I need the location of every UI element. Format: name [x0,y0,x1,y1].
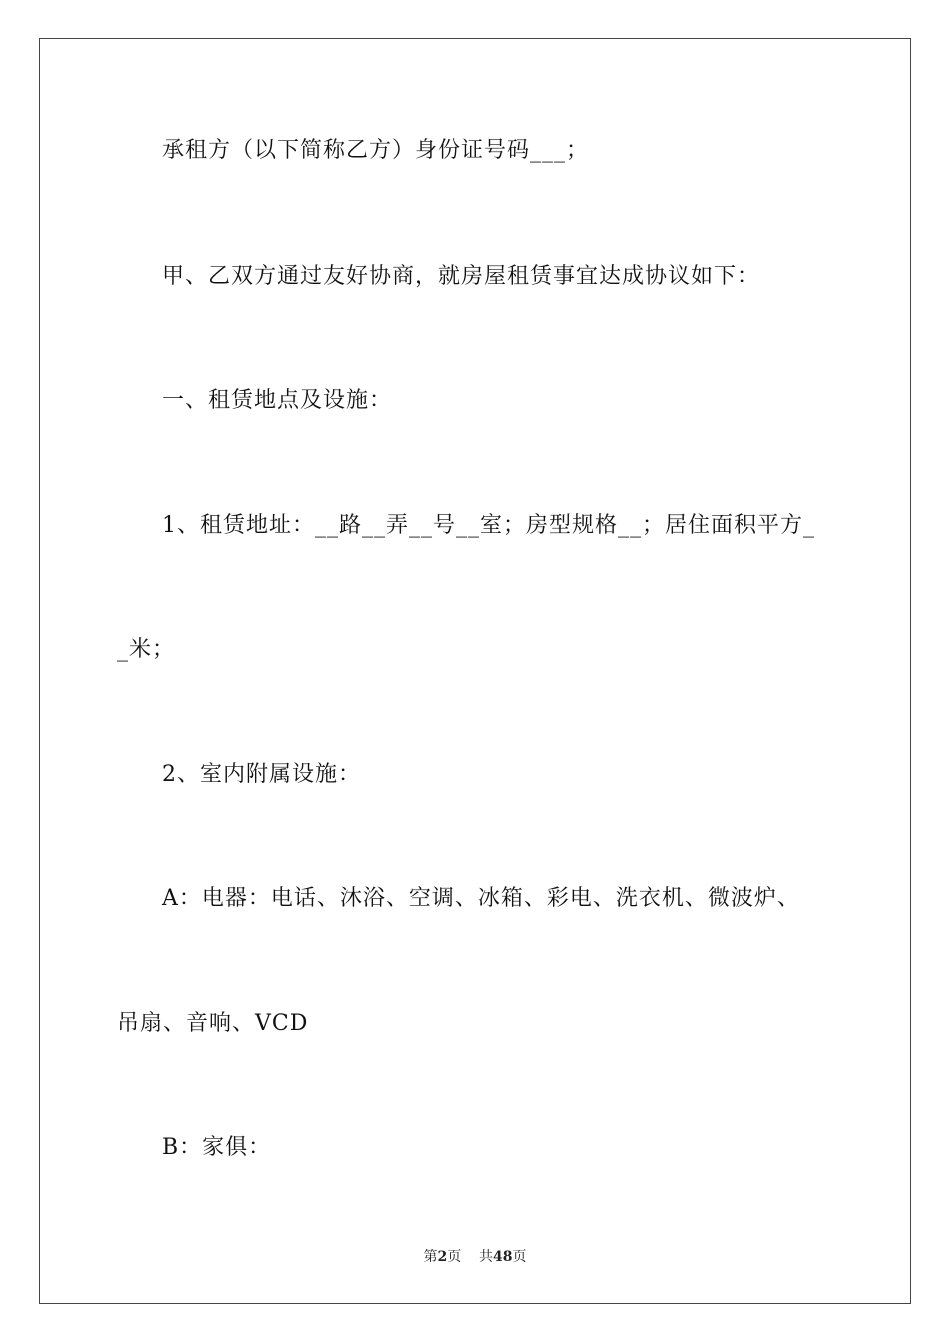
page-footer [0,1248,950,1266]
paragraph-rental-address-continued: _米； [117,637,176,662]
footer-page-prefix: 第 [423,1249,438,1265]
paragraph-agreement-intro: 甲、乙双方通过友好协商，就房屋租赁事宜达成协议如下： [162,264,761,289]
paragraph-lessee-id: 承租方（以下简称乙方）身份证号码___； [162,138,590,163]
paragraph-furniture: B：家俱： [162,1135,272,1160]
paragraph-indoor-facilities: 2、室内附属设施： [162,762,361,787]
footer-total-pages: 48 [493,1249,513,1265]
footer-page-suffix: 页 [447,1249,462,1265]
page-border [39,38,911,1304]
paragraph-appliances-continued: 吊扇、音响、VCD [117,1011,309,1036]
footer-total-suffix: 页 [512,1249,527,1265]
section-heading-location-facilities: 一、租赁地点及设施： [162,388,393,413]
paragraph-rental-address: 1、租赁地址：__路__弄__号__室；房型规格__；居住面积平方_ [162,513,815,538]
footer-page-number: 2 [437,1249,448,1265]
footer-total-prefix: 共 [479,1249,494,1265]
paragraph-appliances: A：电器：电话、沐浴、空调、冰箱、彩电、洗衣机、微波炉、 [162,886,800,911]
